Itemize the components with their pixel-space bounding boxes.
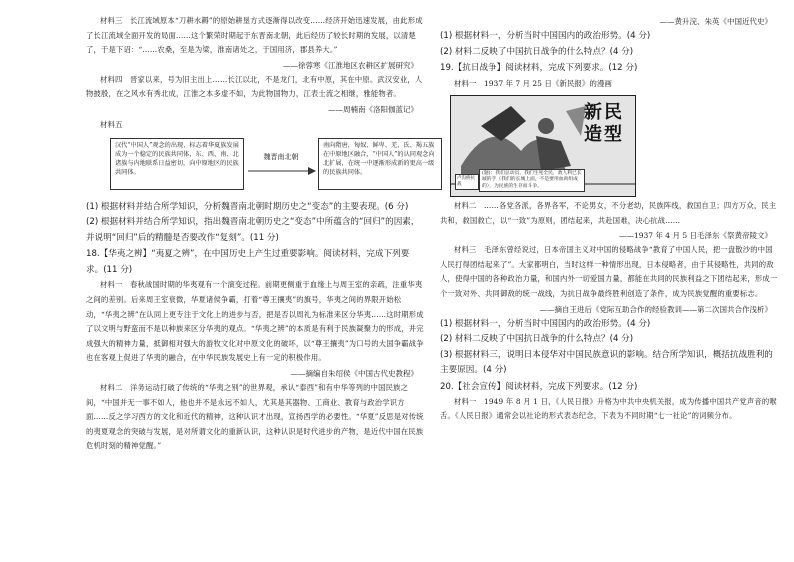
q18-material-1-source: ——摘编自朱绍侯《中国古代史教程》: [290, 369, 418, 379]
diagram-box-han: 汉代“中国人”观念的出现，标志着华夏族发展成为一个稳定的民族共同体，东、西、南、北诸族与内地联系日益密切，向中原地区的民族共同体。: [110, 138, 244, 190]
material-3-text: 材料三 长江流域原本“刀耕水耨”的原始耕垦方式逐渐得以改变……经济开始迅速发展，由此形成了长江流域全面开发的局面……这个繁荣时期起于东晋南北朝，此后经历了较长时期的发展，以清楚了，于是下诏：“……农桑，至是为梁，淮南诸处之，于国用济，郡县养大。”: [86, 16, 423, 55]
question-17-1: (1) 根据材料并结合所学知识，分析魏晋南北朝时期历史之“变态”的主要表现。(6 分): [86, 201, 409, 212]
q19-material-3-text: 材料三 毛泽东曾经说过，日本帝国主义对中国的侵略战争“教育了中国人民，把一盘散沙的中国人民打得团结起来了”。大家都明白，当时这样一种情形出现，日本侵略者，由于其侵略性，共同的敌人，使得中国的各种政治力量，和国内外一切爱国力量，都能在共同的民族利益之下团结起来，形成一个一致对外、共同御敌的统一战线，为抗日战争最终胜利创造了条件，成为民族觉醒的重要标志。: [440, 245, 778, 298]
diagram-box-sui-tang: 南向隋唐，匈奴、鲜卑、羌、氐、羯五族在中原地区融合，“中国人”的认同观念向北扩展，在统一中逐渐形成新的更高一级的民族共同体。: [318, 138, 442, 190]
diagram-period-label: 魏晋南北朝: [263, 152, 299, 161]
q19-material-2-source: ——1937 年 4 月 5 日毛泽东《祭黄帝陵文》: [618, 231, 772, 241]
question-20-heading: 20.【社会宣传】阅读材料，完成下列要求。(12 分): [440, 381, 638, 392]
newspaper-cartoon: [450, 95, 636, 197]
question-18-1: (1) 根据材料一，分析当时中国国内的政治形势。(4 分): [440, 31, 651, 41]
material-3-source: ——徐蓉寒《江淮地区农耕区扩展研究》: [283, 60, 418, 70]
q20-material-1-text: 材料一 1949 年 8 月 1 日，《人民日报》升格为中共中央机关报，成为传播中国共产党声音的喉舌。《人民日报》通常会以社论的形式表态纪念，下表为不同时期“七一社论”的词频分布。: [440, 396, 777, 421]
material-5-label: 材料五: [100, 119, 123, 129]
q19-material-2-text: 材料二 ……各党各派，各界各军，不论男女，不分老幼，民族阵线，救国自卫；四方万众，民主共和，救国救亡，以“一致”为原则，团结起来，共赴国难，决心抗战……: [440, 201, 777, 225]
cartoon-caption: (题)：我们总动员，我们生死全民，敌人利已长城的手（我们的长城上面，不是要用血肉组成的），为民族的生存而斗争。: [479, 169, 585, 193]
left-column: [86, 14, 435, 454]
question-19-heading: 19.【抗日战争】阅读材料，完成下列要求。(12 分): [440, 63, 638, 73]
q19-material-1-label: 材料一 1937 年 7 月 25 日《新民报》的漫画: [454, 79, 612, 88]
question-18-2: (2) 材料二反映了中国抗日战争的什么特点？(4 分): [440, 46, 634, 57]
question-18-heading: 18.【华夷之辨】“夷夏之辨”，在中国历史上产生过重要影响。阅读材料，完成下列要求。(11 分): [86, 249, 410, 276]
question-17-2: (2) 根据材料并结合所学知识，指出魏晋南北朝历史之“变态”中所蕴含的“回归”的因素，并说明“回归”后的精髓是否要改作“复刻”。(11 分): [86, 217, 420, 243]
q18-material-1-text: 材料一 春秋战国时期的华夷观有一个演变过程。前期更侧重于血缘上与周王室的亲疏，注重华夷之间的差别。后来周王室衰微，华夏诸侯争霸，打着“尊王攘夷”的旗号，华夷之间的界限开始松动，“华夷之辨”在认同上更专注于文化上的进步与否，把是否以周礼为标准来区分华夷……这时期形成了以文明与野蛮而不是以种族来区分华夷的观点。“华夷之辨”的本质是有利于民族凝聚力的形成，并完成强大的精神力量，抵御相对强大的游牧文化对中原文化的破坏，以“尊王攘夷”为口号的大国争霸战争也在客观上促进了华夷的融合，在中华民族发展史上有一定的积极作用。: [86, 280, 424, 363]
question-19-3: (3) 根据材料三，说明日本侵华对中国民族意识的影响。结合所学知识，概括抗战胜利的主要原因。(4 分): [440, 349, 773, 376]
material-4-text: 材料四 晋家以来，号为旧主出上……长江以北，不是龙门，北有中原，其在中原。武汉安业，人物披殷，在之风水有秀北成，江淮之本多虚不如，为此物国物力，江表士流之相继，雅能物者。: [86, 74, 423, 99]
diagram-arrow: [246, 166, 316, 176]
q18-material-2-source: ——黄升浣、朱英《中国近代史》: [659, 17, 772, 26]
material-4-source: ——周楠南《洛阳伽蓝记》: [328, 104, 418, 114]
cartoon-side-label: 卢沟桥抗战: [455, 174, 479, 190]
question-19-1: (1) 根据材料一，分析当时中国国内的政治形势。(4 分): [440, 318, 651, 329]
q18-material-2-text: 材料二 洋务运动打破了传统的“华夷之别”的世界观，承认“泰西”和有中华等列的中国民族之间，“中国并无一事不如人，他也并不是永远不如人，尤其是其器物、工商业、教育与政治学识方面……反之学习西方的文化和近代的精神，这种认识才出现，宣扬西学的必要性。“华夏”反思是对传统的夷夏观念的突破与发展，是对所谓文化的重新认识，这种认识是时代进步的产物，是近代中国在民族危机时刻的精神觉醒。”: [86, 383, 424, 451]
right-column: [440, 14, 780, 424]
question-19-2: (2) 材料二反映了中国抗日战争的什么特点？(4 分): [440, 334, 634, 345]
cartoon-title: 新民造型: [584, 102, 624, 145]
concept-diagram: [86, 134, 435, 196]
q19-material-3-source: ——摘自王进后《党际互助合作的经验教训——第二次国共合作浅析》: [539, 304, 772, 314]
